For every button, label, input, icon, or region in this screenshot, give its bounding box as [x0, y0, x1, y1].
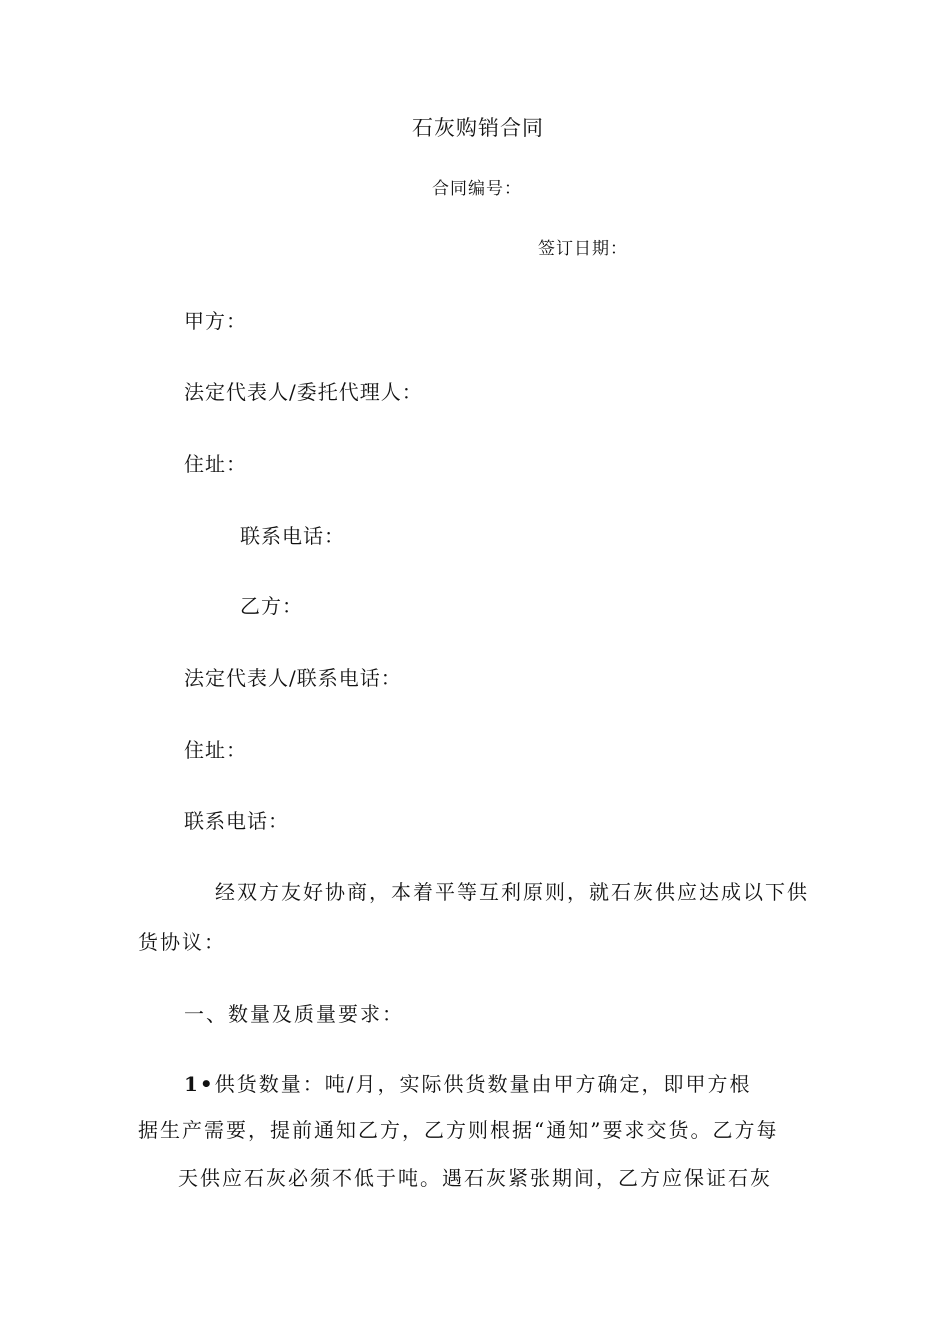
contract-number-label: 合同编号：: [432, 179, 522, 199]
section-1-heading: 一、数量及质量要求：: [184, 1002, 404, 1026]
clause-1-line-3: 天供应石灰必须不低于吨。遇石灰紧张期间，乙方应保证石灰: [178, 1166, 772, 1190]
intro-paragraph-line-1: 经双方友好协商，本着平等互利原则，就石灰供应达成以下供: [215, 880, 809, 904]
party-b-phone-label: 联系电话：: [184, 809, 289, 833]
party-b-representative-label: 法定代表人/联系电话：: [184, 666, 402, 690]
clause-1-line-2: 据生产需要，提前通知乙方，乙方则根据“通知”要求交货。乙方每: [138, 1118, 779, 1142]
party-a-phone-label: 联系电话：: [240, 524, 345, 548]
party-b-name-label: 乙方：: [240, 594, 303, 618]
party-a-address-label: 住址：: [184, 452, 247, 476]
clause-1-number: 1•: [184, 1072, 215, 1096]
clause-1-text-1: 供货数量：吨/月，实际供货数量由甲方确定，即甲方根: [214, 1072, 752, 1096]
intro-paragraph-line-2: 货协议：: [138, 930, 226, 954]
clause-1-line-1: [184, 1074, 751, 1094]
sign-date-label: 签订日期：: [538, 239, 628, 259]
party-a-name-label: 甲方：: [184, 309, 247, 333]
party-a-representative-label: 法定代表人/委托代理人：: [184, 380, 423, 404]
document-title: 石灰购销合同: [412, 116, 544, 140]
party-b-address-label: 住址：: [184, 738, 247, 762]
